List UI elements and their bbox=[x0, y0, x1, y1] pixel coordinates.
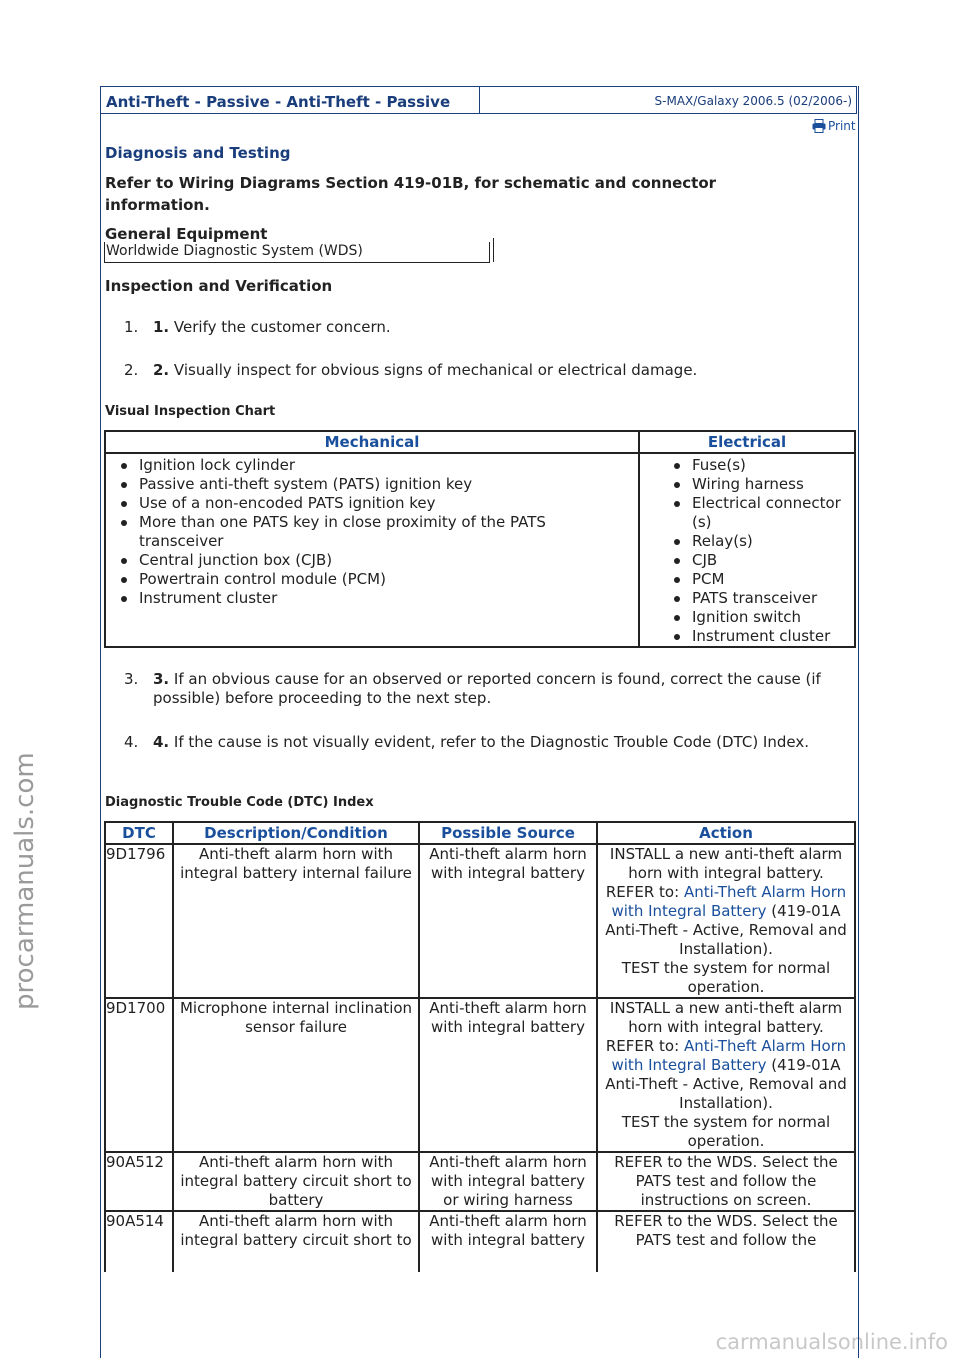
dtc-index-table bbox=[104, 821, 856, 1272]
inspection-heading: Inspection and Verification bbox=[105, 277, 333, 295]
source-cell: Anti-theft alarm horn with integral battery bbox=[419, 1211, 597, 1272]
vehicle-model: S-MAX/Galaxy 2006.5 (02/2006-) bbox=[654, 94, 852, 108]
action-cell: REFER to the WDS. Select the PATS test and follow the instructions on screen. bbox=[597, 1152, 855, 1211]
dtc-code: 90A512 bbox=[105, 1152, 173, 1211]
description-cell: Microphone internal inclination sensor failure bbox=[173, 998, 419, 1152]
refer-label: REFER to: bbox=[605, 1037, 680, 1055]
action-cell: REFER to the WDS. Select the PATS test and follow the bbox=[597, 1211, 855, 1272]
page-header bbox=[100, 86, 857, 114]
print-link[interactable]: Print bbox=[828, 119, 856, 133]
equipment-item: Worldwide Diagnostic System (WDS) bbox=[106, 243, 363, 259]
dtc-code: 90A514 bbox=[105, 1211, 173, 1272]
action-text: INSTALL a new anti-theft alarm horn with integral battery. bbox=[609, 999, 843, 1036]
list-item: Use of a non-encoded PATS ignition key bbox=[139, 494, 636, 513]
step-text: If an obvious cause for an observed or reported concern is found, correct the cause (if possible) before proceeding to the next step. bbox=[153, 670, 821, 707]
test-text: TEST the system for normal operation. bbox=[621, 959, 831, 996]
list-item: Ignition switch bbox=[692, 608, 844, 627]
list-item: Instrument cluster bbox=[139, 589, 636, 608]
list-item: More than one PATS key in close proximity of the PATS transceiver bbox=[139, 513, 636, 551]
dtc-code: 9D1796 bbox=[105, 844, 173, 998]
step-label: 1. bbox=[153, 318, 170, 336]
list-item: Ignition lock cylinder bbox=[139, 456, 636, 475]
column-header: Action bbox=[597, 822, 855, 844]
list-item: Passive anti-theft system (PATS) ignition key bbox=[139, 475, 636, 494]
bottom-watermark: carmanualsonline.info bbox=[715, 1330, 948, 1354]
refer-label: REFER to: bbox=[605, 883, 680, 901]
action-cell bbox=[597, 844, 855, 998]
table-row bbox=[105, 998, 855, 1152]
column-header: Mechanical bbox=[105, 431, 639, 453]
step-number: 3. bbox=[124, 670, 139, 688]
list-item: PATS transceiver bbox=[692, 589, 844, 608]
description-cell: Anti-theft alarm horn with integral battery circuit short to battery bbox=[173, 1152, 419, 1211]
dtc-index-title: Diagnostic Trouble Code (DTC) Index bbox=[105, 795, 374, 810]
list-item: Powertrain control module (PCM) bbox=[139, 570, 636, 589]
page-title: Anti-Theft - Passive - Anti-Theft - Passive bbox=[106, 93, 451, 111]
column-header: Electrical bbox=[639, 431, 855, 453]
general-equipment-heading: General Equipment bbox=[105, 225, 268, 243]
action-cell bbox=[597, 998, 855, 1152]
step-number: 2. bbox=[124, 361, 139, 379]
action-reference: (419-01A Anti-Theft - Active, Removal and Installation). bbox=[605, 902, 847, 958]
test-text: TEST the system for normal operation. bbox=[621, 1113, 831, 1150]
step-number: 1. bbox=[124, 318, 139, 336]
source-cell: Anti-theft alarm horn with integral battery bbox=[419, 844, 597, 998]
visual-inspection-table bbox=[104, 430, 856, 648]
section-title: Diagnosis and Testing bbox=[105, 144, 291, 162]
header-divider bbox=[479, 87, 480, 113]
column-header: Description/Condition bbox=[173, 822, 419, 844]
source-cell: Anti-theft alarm horn with integral battery bbox=[419, 998, 597, 1152]
step-label: 2. bbox=[153, 361, 170, 379]
step-text: If the cause is not visually evident, refer to the Diagnostic Trouble Code (DTC) Index. bbox=[173, 733, 809, 751]
wiring-note: Refer to Wiring Diagrams Section 419-01B, for schematic and connector information. bbox=[105, 174, 717, 214]
procedure-link[interactable]: Anti-Theft Alarm Horn with Integral Battery bbox=[611, 1037, 847, 1074]
table-row bbox=[105, 1152, 855, 1211]
visual-chart-title: Visual Inspection Chart bbox=[105, 404, 276, 419]
list-item: Central junction box (CJB) bbox=[139, 551, 636, 570]
step-text: Verify the customer concern. bbox=[173, 318, 391, 336]
list-item: Instrument cluster bbox=[692, 627, 844, 646]
procedure-link[interactable]: Anti-Theft Alarm Horn with Integral Battery bbox=[611, 883, 847, 920]
dtc-code: 9D1700 bbox=[105, 998, 173, 1152]
list-item: PCM bbox=[692, 570, 844, 589]
description-cell: Anti-theft alarm horn with integral battery internal failure bbox=[173, 844, 419, 998]
list-item: Relay(s) bbox=[692, 532, 844, 551]
printer-icon[interactable] bbox=[812, 119, 826, 133]
list-item: Wiring harness bbox=[692, 475, 844, 494]
equipment-box-edge bbox=[493, 238, 494, 262]
step-label: 4. bbox=[153, 733, 170, 751]
column-header: Possible Source bbox=[419, 822, 597, 844]
table-row bbox=[105, 844, 855, 998]
description-cell: Anti-theft alarm horn with integral battery circuit short to bbox=[173, 1211, 419, 1272]
source-cell: Anti-theft alarm horn with integral battery or wiring harness bbox=[419, 1152, 597, 1211]
action-text: INSTALL a new anti-theft alarm horn with integral battery. bbox=[609, 845, 843, 882]
action-reference: (419-01A Anti-Theft - Active, Removal and Installation). bbox=[605, 1056, 847, 1112]
step-label: 3. bbox=[153, 670, 170, 688]
column-header: DTC bbox=[105, 822, 173, 844]
step-number: 4. bbox=[124, 733, 139, 751]
list-item: CJB bbox=[692, 551, 844, 570]
mechanical-cell bbox=[105, 453, 639, 647]
step-text: Visually inspect for obvious signs of mechanical or electrical damage. bbox=[173, 361, 698, 379]
list-item: Electrical connector (s) bbox=[692, 494, 844, 532]
side-watermark: procarmanuals.com bbox=[10, 752, 40, 1010]
list-item: Fuse(s) bbox=[692, 456, 844, 475]
table-row bbox=[105, 1211, 855, 1272]
equipment-box bbox=[104, 242, 490, 263]
electrical-cell bbox=[639, 453, 855, 647]
